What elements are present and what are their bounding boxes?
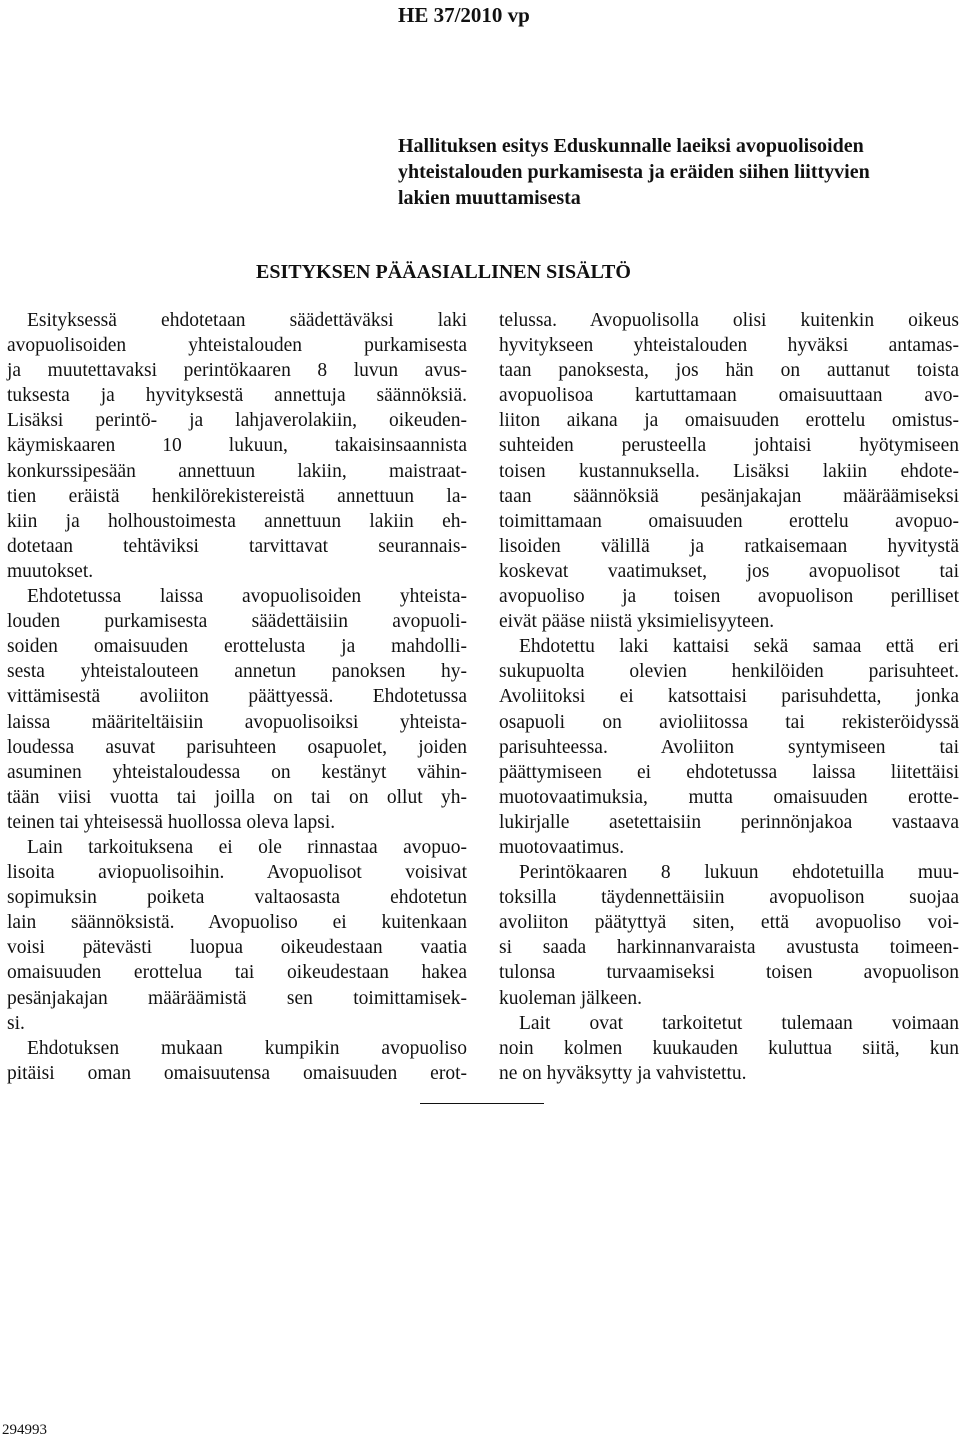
text-line: parisuhteessa. Avoliiton syntymiseen tai (499, 736, 959, 758)
text-line: kiin ja holhoustoimesta annettuun lakiin eh- (7, 510, 467, 532)
text-line: lisoiden välillä ja ratkaisemaan hyvitystä (499, 535, 959, 557)
text-line: Ehdotetussa laissa avopuolisoiden yhteista- (27, 586, 467, 608)
page-code: 294993 (2, 1422, 47, 1438)
text-line: lain säännöksistä. Avopuoliso ei kuitenkaan (7, 912, 467, 934)
text-line: Ehdotettu laki kattaisi sekä samaa että eri (519, 636, 959, 658)
text-line: taan säännöksiä pesänjakajan määräämiseksi (499, 485, 959, 507)
text-line: telussa. Avopuolisolla olisi kuitenkin oikeus (499, 310, 959, 331)
end-rule (420, 1103, 544, 1104)
text-line: tulonsa turvaamiseksi toisen avopuolison (499, 962, 959, 984)
text-line: laissa määriteltäisiin avopuolisoiksi yhteista- (7, 711, 467, 733)
text-line: päättymiseen ei ehdotetussa laissa liitettäisi (499, 761, 959, 783)
text-line: soiden omaisuuden erottelusta ja mahdolli- (7, 636, 467, 658)
text-line: si saada harkinnanvaraista avustusta toimeen- (499, 937, 959, 959)
text-line: tuksesta ja hyvityksestä annettuja säännöksiä. (7, 385, 467, 407)
text-line: toisen kustannuksella. Lisäksi lakiin ehdote- (499, 460, 959, 482)
text-line: Lait ovat tarkoitetut tulemaan voimaan (519, 1012, 959, 1034)
section-heading: ESITYKSEN PÄÄASIALLINEN SISÄLTÖ (256, 261, 631, 283)
document-id: HE 37/2010 vp (398, 3, 530, 27)
text-line: omaisuuden erottelua tai oikeudestaan hakea (7, 962, 467, 984)
text-line: konkurssipesään annettuun lakiin, maistraat- (7, 460, 467, 482)
text-line: hyvitykseen yhteistalouden hyväksi antamas- (499, 335, 959, 357)
text-line: Lain tarkoituksena ei ole rinnastaa avopuo- (27, 836, 467, 858)
text-line: teinen tai yhteisessä huollossa oleva lapsi. (7, 811, 336, 833)
text-line: osapuoli on avioliitossa tai rekisteröidyssä (499, 711, 959, 733)
text-line: Ehdotuksen mukaan kumpikin avopuoliso (27, 1037, 467, 1059)
text-line: avopuoliso ja toisen avopuolison perilliset (499, 586, 959, 608)
text-line: loudessa asuvat parisuhteen osapuolet, joiden (7, 736, 467, 758)
document-title-line: Hallituksen esitys Eduskunnalle laeiksi avopuolisoiden (398, 135, 864, 157)
text-line: sesta yhteistalouteen annetun panoksen hy- (7, 661, 467, 683)
text-line: pitäisi oman omaisuutensa omaisuuden erot- (7, 1062, 467, 1084)
document-title-line: yhteistalouden purkamisesta ja eräiden siihen liittyvien (398, 161, 870, 183)
text-line: avopuolisoiden yhteistalouden purkamisesta (7, 335, 467, 357)
text-line: liiton aikana ja omaisuuden erottelu omistus- (499, 410, 959, 432)
document-title-line: lakien muuttamisesta (398, 187, 581, 209)
text-line: pesänjakajan määräämistä sen toimittamisek- (7, 987, 467, 1009)
text-line: Avoliitoksi ei katsottaisi parisuhdetta, jonka (499, 686, 959, 708)
text-line: tien eräistä henkilörekistereistä annettuun la- (7, 485, 467, 507)
text-line: käymiskaaren 10 lukuun, takaisinsaannista (7, 435, 467, 457)
text-line: sukupuolta olevien henkilöiden parisuhteet. (499, 661, 959, 683)
text-line: eivät pääse niistä yksimielisyyteen. (499, 611, 775, 633)
text-line: ne on hyväksytty ja vahvistettu. (499, 1062, 747, 1084)
text-line: avopuolisoa kartuttamaan omaisuuttaan avo- (499, 385, 959, 407)
text-line: louden purkamisesta säädettäisiin avopuoli- (7, 611, 467, 633)
text-line: voisi pätevästi luopua oikeudestaan vaatia (7, 937, 467, 959)
text-line: muutokset. (7, 560, 94, 582)
text-line: kuoleman jälkeen. (499, 987, 642, 1009)
text-line: Lisäksi perintö- ja lahjaverolakiin, oikeuden- (7, 410, 467, 432)
text-line: muotovaatimus. (499, 836, 625, 858)
document-title (398, 133, 956, 211)
text-line: vittämisestä avoliiton päättyessä. Ehdotetussa (7, 686, 467, 708)
text-line: Esityksessä ehdotetaan säädettäväksi laki (27, 310, 467, 331)
text-line: toimittamaan omaisuuden erottelu avopuo- (499, 510, 959, 532)
text-line: asuminen yhteistaloudessa on kestänyt vähin- (7, 761, 467, 783)
text-line: Perintökaaren 8 lukuun ehdotetuilla muu- (519, 862, 959, 884)
text-line: ja muutettavaksi perintökaaren 8 luvun avus- (7, 360, 467, 382)
text-line: si. (7, 1012, 25, 1034)
text-line: tään viisi vuotta tai joilla on tai on ollut yh- (7, 786, 467, 808)
text-line: taan panoksesta, jos hän on auttanut toista (499, 360, 959, 382)
text-line: toksilla täydennettäisiin avopuolison suojaa (499, 887, 959, 909)
text-line: sopimuksin poiketa valtaosasta ehdotetun (7, 887, 467, 909)
text-line: lisoita aviopuolisoihin. Avopuolisot voisivat (7, 862, 467, 884)
text-line: muotovaatimuksia, mutta omaisuuden erotte- (499, 786, 959, 808)
left-column (7, 308, 467, 1086)
text-line: dotetaan tehtäviksi tarvittavat seurannais- (7, 535, 467, 557)
text-line: noin kolmen kuukauden kuluttua siitä, kun (499, 1037, 959, 1059)
right-column (499, 308, 959, 1086)
text-line: koskevat vaatimukset, jos avopuolisot tai (499, 560, 959, 582)
text-line: suhteiden perusteella johtaisi hyötymiseen (499, 435, 959, 457)
text-line: avoliiton päätyttyä siten, että avopuoliso voi- (499, 912, 959, 934)
text-line: lukirjalle asetettaisiin perinnönjakoa vastaava (499, 811, 959, 833)
